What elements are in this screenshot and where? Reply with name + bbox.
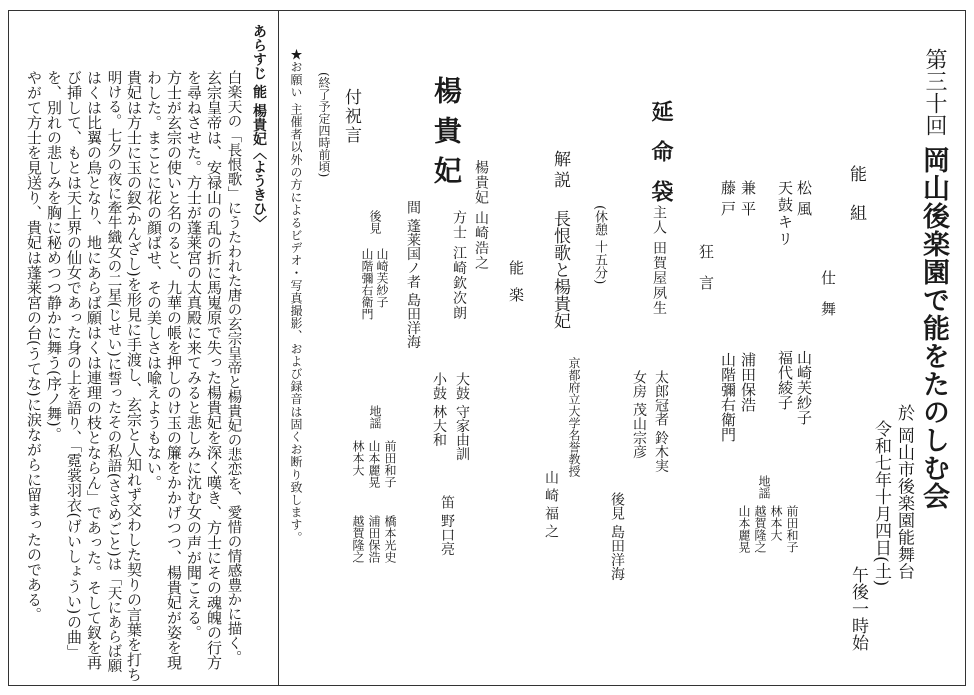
shimai-jiutai-3: 越賀隆之 (753, 505, 767, 553)
kyogen-koken: 後見 島田洋海 (609, 492, 625, 581)
noh-koken-1: 山崎芙紗子 (375, 248, 389, 308)
synopsis-line-11: やがて方士を見送り、貴妃は蓬莱宮の台(うてな)に涙ながらに留まったのである。 (25, 70, 43, 622)
noh-hoshi: 方士 江崎欽次朗 (451, 210, 467, 321)
shimai-title-1: 松風 (795, 180, 813, 222)
synopsis-line-5: わした。まことに花の顔ばせ、その美しさは喩えようもない。 (145, 70, 163, 490)
date: 令和七年十月四日(土) (871, 420, 891, 587)
noh-jiutai-4: 橋本光史 (383, 515, 397, 563)
item-title-kanehira: 兼平 (739, 180, 757, 222)
noh-jiutai-label: 地謡 (368, 405, 382, 429)
synopsis-line-3: を尋ねさせた。方士が蓬莱宮の太真殿に来てみると悲しみに沈む女の声が聞こえる。 (185, 70, 203, 640)
noh-jiutai-5: 浦田保浩 (367, 515, 381, 563)
recording-request: ★お願い 主催者以外の方によるビデオ・写真撮影、および録音は固くお断り致します。 (289, 48, 303, 544)
synopsis-heading: あらすじ 能 楊貴妃〈ようきひ〉 (251, 24, 267, 230)
kyogen-shite: 主人 田賀屋夙生 (651, 205, 667, 316)
synopsis-line-1: 白楽天の「長恨歌」にうたわれた唐の玄宗皇帝と楊貴妃の悲恋を、愛惜の情感豊かに描く。 (225, 70, 242, 665)
column-divider (278, 10, 279, 686)
noh-title: 楊貴妃 (430, 76, 463, 196)
shimai-performer-2: 福代綾子 (776, 350, 794, 410)
shimai-heading: 仕舞 (819, 270, 837, 332)
program-heading: 能組 (846, 165, 866, 243)
noh-ai: 間 蓬莱国ノ者 島田洋海 (405, 200, 421, 349)
event-title: 岡山後楽園で能をたのしむ会 (918, 146, 949, 510)
noh-otsuzumi: 大鼓 守家由訓 (454, 372, 470, 461)
noh-jiutai-1: 前田和子 (383, 440, 397, 488)
noh-kotsuzumi: 小鼓 林大和 (431, 372, 447, 447)
noh-jiutai-2: 山本麗晃 (367, 440, 381, 488)
venue: 於 岡山市後楽園能舞台 (894, 404, 914, 580)
intermission: (休憩 十五分) (592, 205, 607, 285)
kyogen-heading: 狂言 (697, 244, 715, 306)
closing-label: 付祝言 (341, 88, 361, 145)
edition-label: 第三十回 (922, 48, 947, 136)
item-performer-kanehira: 浦田保浩 (739, 352, 757, 412)
noh-fue: 笛 野口亮 (439, 495, 455, 556)
shimai-performer-1: 山崎芙紗子 (795, 350, 813, 425)
kyogen-onna: 女房 茂山宗彦 (631, 370, 647, 459)
noh-yokihi: 楊貴妃 山崎浩之 (473, 160, 489, 271)
shimai-jiutai-1: 前田和子 (785, 505, 799, 553)
lecture-label: 解説 (550, 150, 570, 192)
closing-note: (終了予定四時前頃) (317, 72, 331, 178)
lecture-speaker: 山崎福之 (543, 470, 559, 542)
synopsis-line-8: はくは比翼の鳥となり、地にあらば願はくは連理の枝とならん」であった。そして釵を再 (85, 70, 103, 670)
synopsis-line-2: 玄宗皇帝は、安禄山の乱の折に馬嵬原で失った楊貴妃を深く嘆き、方士にその魂魄の行方 (205, 70, 223, 670)
synopsis-line-7: 明ける。七夕の夜に牽牛織女の二星(じせい)に誓ったその私語(ささめごと)は「天にあらば願 (105, 70, 122, 673)
synopsis-line-9: び挿して、もとは天上界の仙女であった身の上を語り、「霓裳羽衣(げいしょうい)の曲」 (65, 70, 83, 660)
lecture-speaker-title: 京都府立大学名誉教授 (567, 357, 581, 477)
noh-koken-label: 後見 (368, 210, 382, 234)
noh-label: 能楽 (507, 260, 525, 314)
kyogen-kaja: 太郎冠者 鈴木実 (653, 370, 669, 473)
shimai-jiutai-4: 山本麗晃 (737, 505, 751, 553)
shimai-title-2: 天鼓キリ (776, 180, 794, 248)
noh-koken-2: 山階彌右衛門 (360, 248, 374, 320)
lecture-title: 長恨歌と楊貴妃 (550, 210, 570, 329)
synopsis-line-4: 方士が玄宗の使いと名のると、九華の帳を押しのけ玉の簾をかかげつつ、楊貴妃が姿を現 (165, 70, 183, 670)
synopsis-line-6: 貴妃は方士に玉の釵(かんざし)を形見に手渡し、玄宗と人知れず交わした契りの言葉を打ち (125, 70, 143, 682)
shimai-jiutai-label: 地謡 (757, 475, 771, 499)
start-time: 午後一時始 (848, 566, 868, 651)
item-title-fujito: 藤戸 (719, 180, 737, 222)
item-performer-fujito: 山階彌右衛門 (719, 352, 737, 442)
synopsis-line-10: を、別れの悲しみを胸に秘めつつ静かに舞う(序ノ舞)。 (45, 70, 63, 442)
noh-jiutai-3: 林本大 (351, 440, 365, 476)
kyogen-title: 延命袋 (648, 100, 674, 220)
shimai-jiutai-2: 林本大 (769, 505, 783, 541)
noh-jiutai-6: 越賀隆之 (351, 515, 365, 563)
